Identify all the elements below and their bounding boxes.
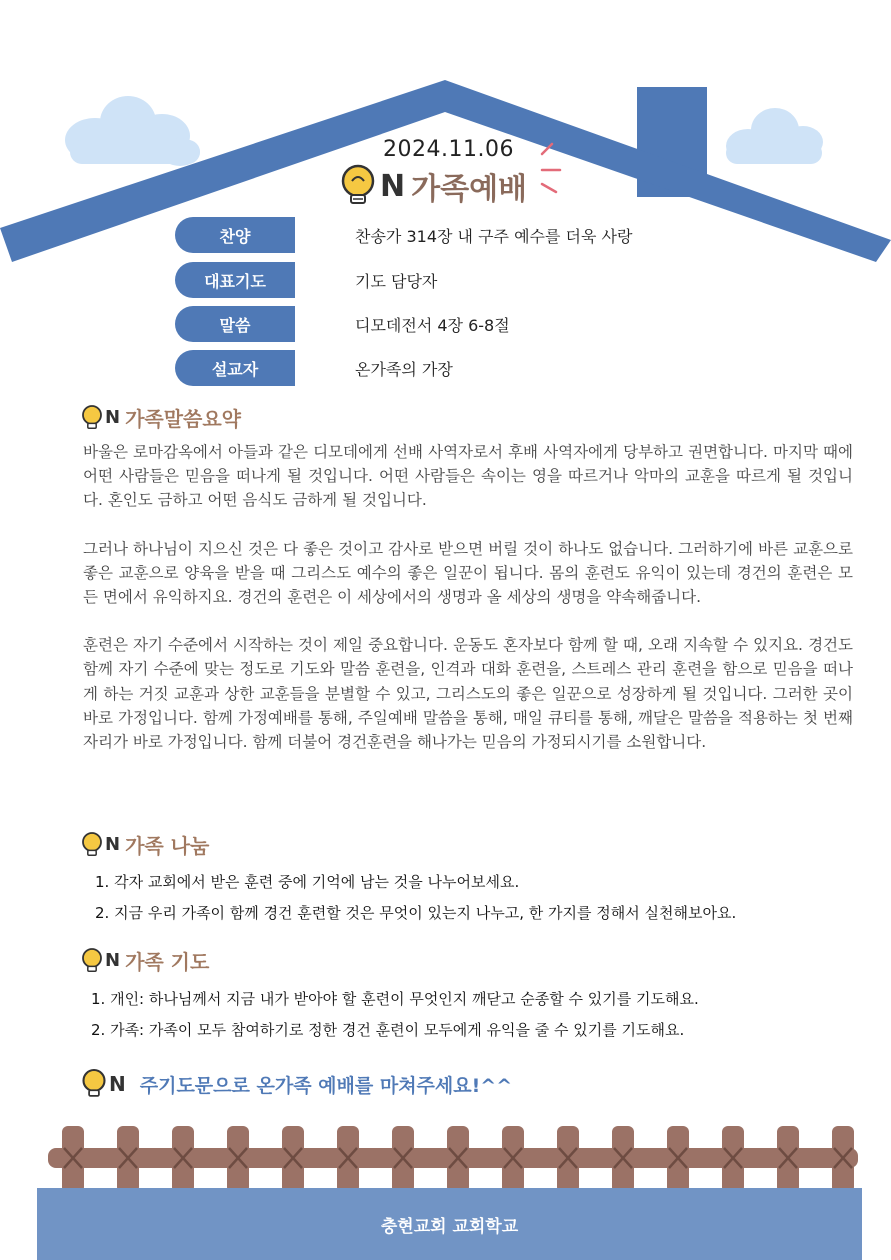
info-value: 디모데전서 4장 6-8절: [355, 315, 510, 335]
info-row-prayer: [175, 262, 775, 298]
list-item: 2. 가족: 가족이 모두 참여하기로 정한 경건 훈련이 모두에게 유익을 줄 수 있기를 기도해요.: [91, 1021, 685, 1039]
sharing-heading: [80, 830, 209, 859]
section-title: 가족 나눔: [125, 834, 210, 858]
lightbulb-icon: [338, 164, 378, 208]
title-text: 가족예배: [411, 172, 528, 207]
lightbulb-icon: [80, 1068, 108, 1100]
footer-bar: [37, 1188, 862, 1260]
footer-text: 충현교회 교회학교: [380, 1216, 519, 1237]
prayer-heading: [80, 946, 209, 975]
info-label: 대표기도: [175, 262, 295, 298]
fence-decoration: [0, 1118, 891, 1193]
info-row-scripture: [175, 306, 775, 342]
closing-message: [80, 1068, 512, 1100]
cloud-left: [65, 96, 200, 166]
info-label: 말씀: [175, 306, 295, 342]
section-logo-letter: N: [105, 950, 121, 971]
list-item: 2. 지금 우리 가족이 함께 경건 훈련할 것은 무엇이 있는지 나누고, 한 가지를 정해서 실천해보아요.: [95, 904, 737, 922]
section-logo-letter: N: [105, 834, 121, 855]
summary-body: [83, 440, 853, 778]
lightbulb-icon: [80, 831, 104, 859]
cloud-right: [726, 108, 823, 164]
info-value: 기도 담당자: [355, 271, 438, 291]
sharing-list: [95, 866, 855, 928]
closing-logo-letter: N: [109, 1072, 126, 1096]
summary-heading: [80, 403, 241, 432]
list-item: 1. 각자 교회에서 받은 훈련 중에 기억에 남는 것을 나누어보세요.: [95, 873, 520, 891]
info-value: 온가족의 가장: [355, 359, 453, 379]
title-logo-letter: N: [380, 168, 406, 204]
summary-paragraph: 바울은 로마감옥에서 아들과 같은 디모데에게 선배 사역자로서 후배 사역자에게 당부하고 권면합니다. 마지막 때에 어떤 사람들은 믿음을 떠나게 될 것입니다. 어떤 사람들은 속이는 영을 따르거나 악마의 교훈을 따르게 될 것입니다. 혼인도 금하고 어떤 음식도 금하게 될 것입니다.: [83, 443, 853, 510]
info-label: 찬양: [175, 217, 295, 253]
lightbulb-icon: [80, 404, 104, 432]
list-item: 1. 개인: 하나님께서 지금 내가 받아야 할 훈련이 무엇인지 깨닫고 순종할 수 있기를 기도해요.: [91, 990, 699, 1008]
closing-text: 주기도문으로 온가족 예배를 마쳐주세요!^^: [139, 1074, 513, 1097]
page-title: [338, 162, 527, 210]
info-row-hymn: [175, 217, 775, 253]
section-title: 가족 기도: [125, 950, 210, 974]
sparkle-accent: [538, 140, 568, 196]
summary-paragraph: 훈련은 자기 수준에서 시작하는 것이 제일 중요합니다. 운동도 혼자보다 함께 할 때, 오래 지속할 수 있지요. 경건도 함께 자기 수준에 맞는 정도로 기도와 말씀 훈련을, 인격과 대화 훈련을, 스트레스 관리 훈련을 함으로 믿음을 떠나게 하는 거짓 교훈과 상한 교훈들을 분별할 수 있고, 그리스도의 좋은 일꾼으로 성장하게 될 것입니다. 그러한 곳이 바로 가정입니다. 함께 가정예배를 통해, 주일예배 말씀을 통해, 매일 큐티를 통해, 깨달은 말씀을 적용하는 첫 번째 자리가 바로 가정입니다. 함께 더불어 경건훈련을 해나가는 믿음의 가정되시기를 소원합니다.: [83, 636, 853, 752]
section-title: 가족말씀요약: [125, 407, 241, 431]
summary-paragraph: 그러나 하나님이 지으신 것은 다 좋은 것이고 감사로 받으면 버릴 것이 하나도 없습니다. 그러하기에 바른 교훈으로 좋은 교훈으로 양육을 받을 때 그리스도 예수의 좋은 일꾼이 됩니다. 몸의 훈련도 유익이 있는데 경건의 훈련은 모든 면에서 유익하지요. 경건의 훈련은 이 세상에서의 생명과 올 세상의 생명을 약속해줍니다.: [83, 539, 853, 607]
worship-date: 2024.11.06: [383, 137, 514, 162]
info-row-preacher: [175, 350, 775, 386]
prayer-list: [91, 983, 851, 1045]
lightbulb-icon: [80, 947, 104, 975]
info-label: 설교자: [175, 350, 295, 386]
section-logo-letter: N: [105, 407, 121, 428]
info-value: 찬송가 314장 내 구주 예수를 더욱 사랑: [355, 226, 633, 246]
